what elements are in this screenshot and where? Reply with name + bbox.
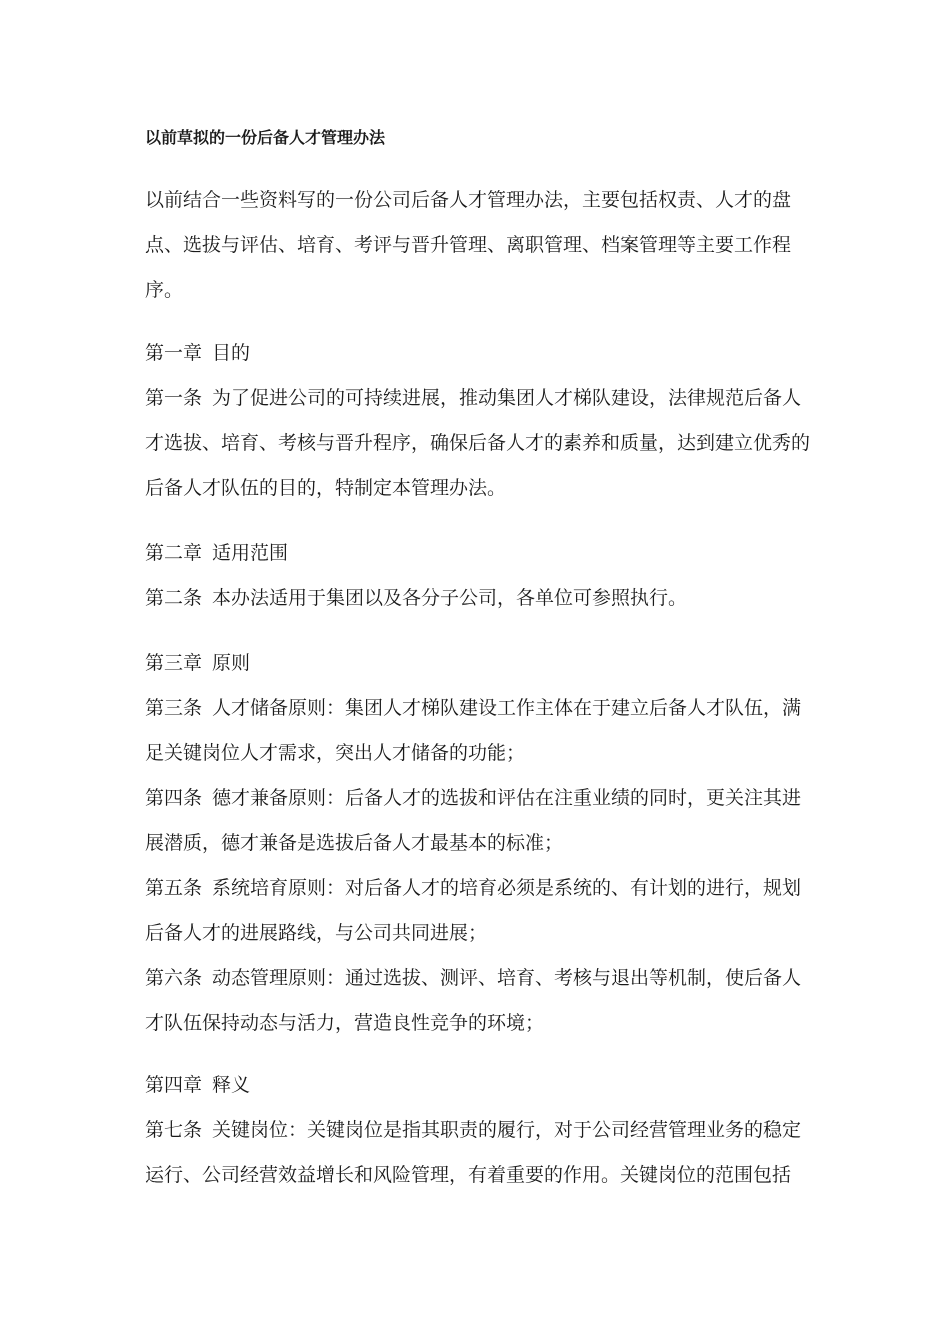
chapter-number: 第四章 [145, 1074, 203, 1096]
article-2 [145, 576, 810, 621]
article-text: 为了促进公司的可持续进展，推动集团人才梯队建设，法律规范后备人才选拔、培育、考核与晋升程序，确保后备人才的素养和质量，达到建立优秀的后备人才队伍的目的，特制定本管理办法。 [145, 387, 811, 499]
article-text: 人才储备原则：集团人才梯队建设工作主体在于建立后备人才队伍，满足关键岗位人才需求，突出人才储备的功能； [145, 697, 802, 764]
article-number: 第四条 [145, 787, 203, 809]
article-7 [145, 1108, 810, 1198]
article-number: 第六条 [145, 967, 203, 989]
chapter-title: 原则 [212, 652, 251, 674]
article-1 [145, 376, 810, 511]
chapter-number: 第三章 [145, 652, 203, 674]
article-text: 系统培育原则：对后备人才的培育必须是系统的、有计划的进行，规划后备人才的进展路线，与公司共同进展； [145, 877, 802, 944]
article-5 [145, 866, 810, 956]
article-text: 德才兼备原则：后备人才的选拔和评估在注重业绩的同时，更关注其进展潜质，德才兼备是选拔后备人才最基本的标准； [145, 787, 802, 854]
article-number: 第三条 [145, 697, 203, 719]
article-6 [145, 956, 810, 1046]
article-number: 第五条 [145, 877, 203, 899]
chapter-title: 适用范围 [212, 542, 289, 564]
document-title: 以前草拟的一份后备人才管理办法 [145, 128, 386, 147]
chapter-heading-3 [145, 648, 810, 678]
chapter-heading-1 [145, 338, 810, 368]
article-text: 本办法适用于集团以及各分子公司，各单位可参照执行。 [212, 587, 688, 609]
article-number: 第一条 [145, 387, 203, 409]
article-number: 第七条 [145, 1119, 203, 1141]
intro-paragraph: 以前结合一些资料写的一份公司后备人才管理办法，主要包括权责、人才的盘点、选拔与评估、培育、考评与晋升管理、离职管理、档案管理等主要工作程序。 [145, 189, 792, 301]
chapter-heading-2 [145, 538, 810, 568]
article-3 [145, 686, 810, 776]
article-text: 关键岗位：关键岗位是指其职责的履行，对于公司经营管理业务的稳定运行、公司经营效益增长和风险管理，有着重要的作用。关键岗位的范围包括 [145, 1119, 802, 1186]
article-4 [145, 776, 810, 866]
article-number: 第二条 [145, 587, 203, 609]
article-text: 动态管理原则：通过选拔、测评、培育、考核与退出等机制，使后备人才队伍保持动态与活力，营造良性竞争的环境； [145, 967, 802, 1034]
chapter-number: 第一章 [145, 342, 203, 364]
chapter-title: 目的 [212, 342, 251, 364]
chapter-number: 第二章 [145, 542, 203, 564]
chapter-title: 释义 [212, 1074, 251, 1096]
chapter-heading-4 [145, 1070, 810, 1100]
